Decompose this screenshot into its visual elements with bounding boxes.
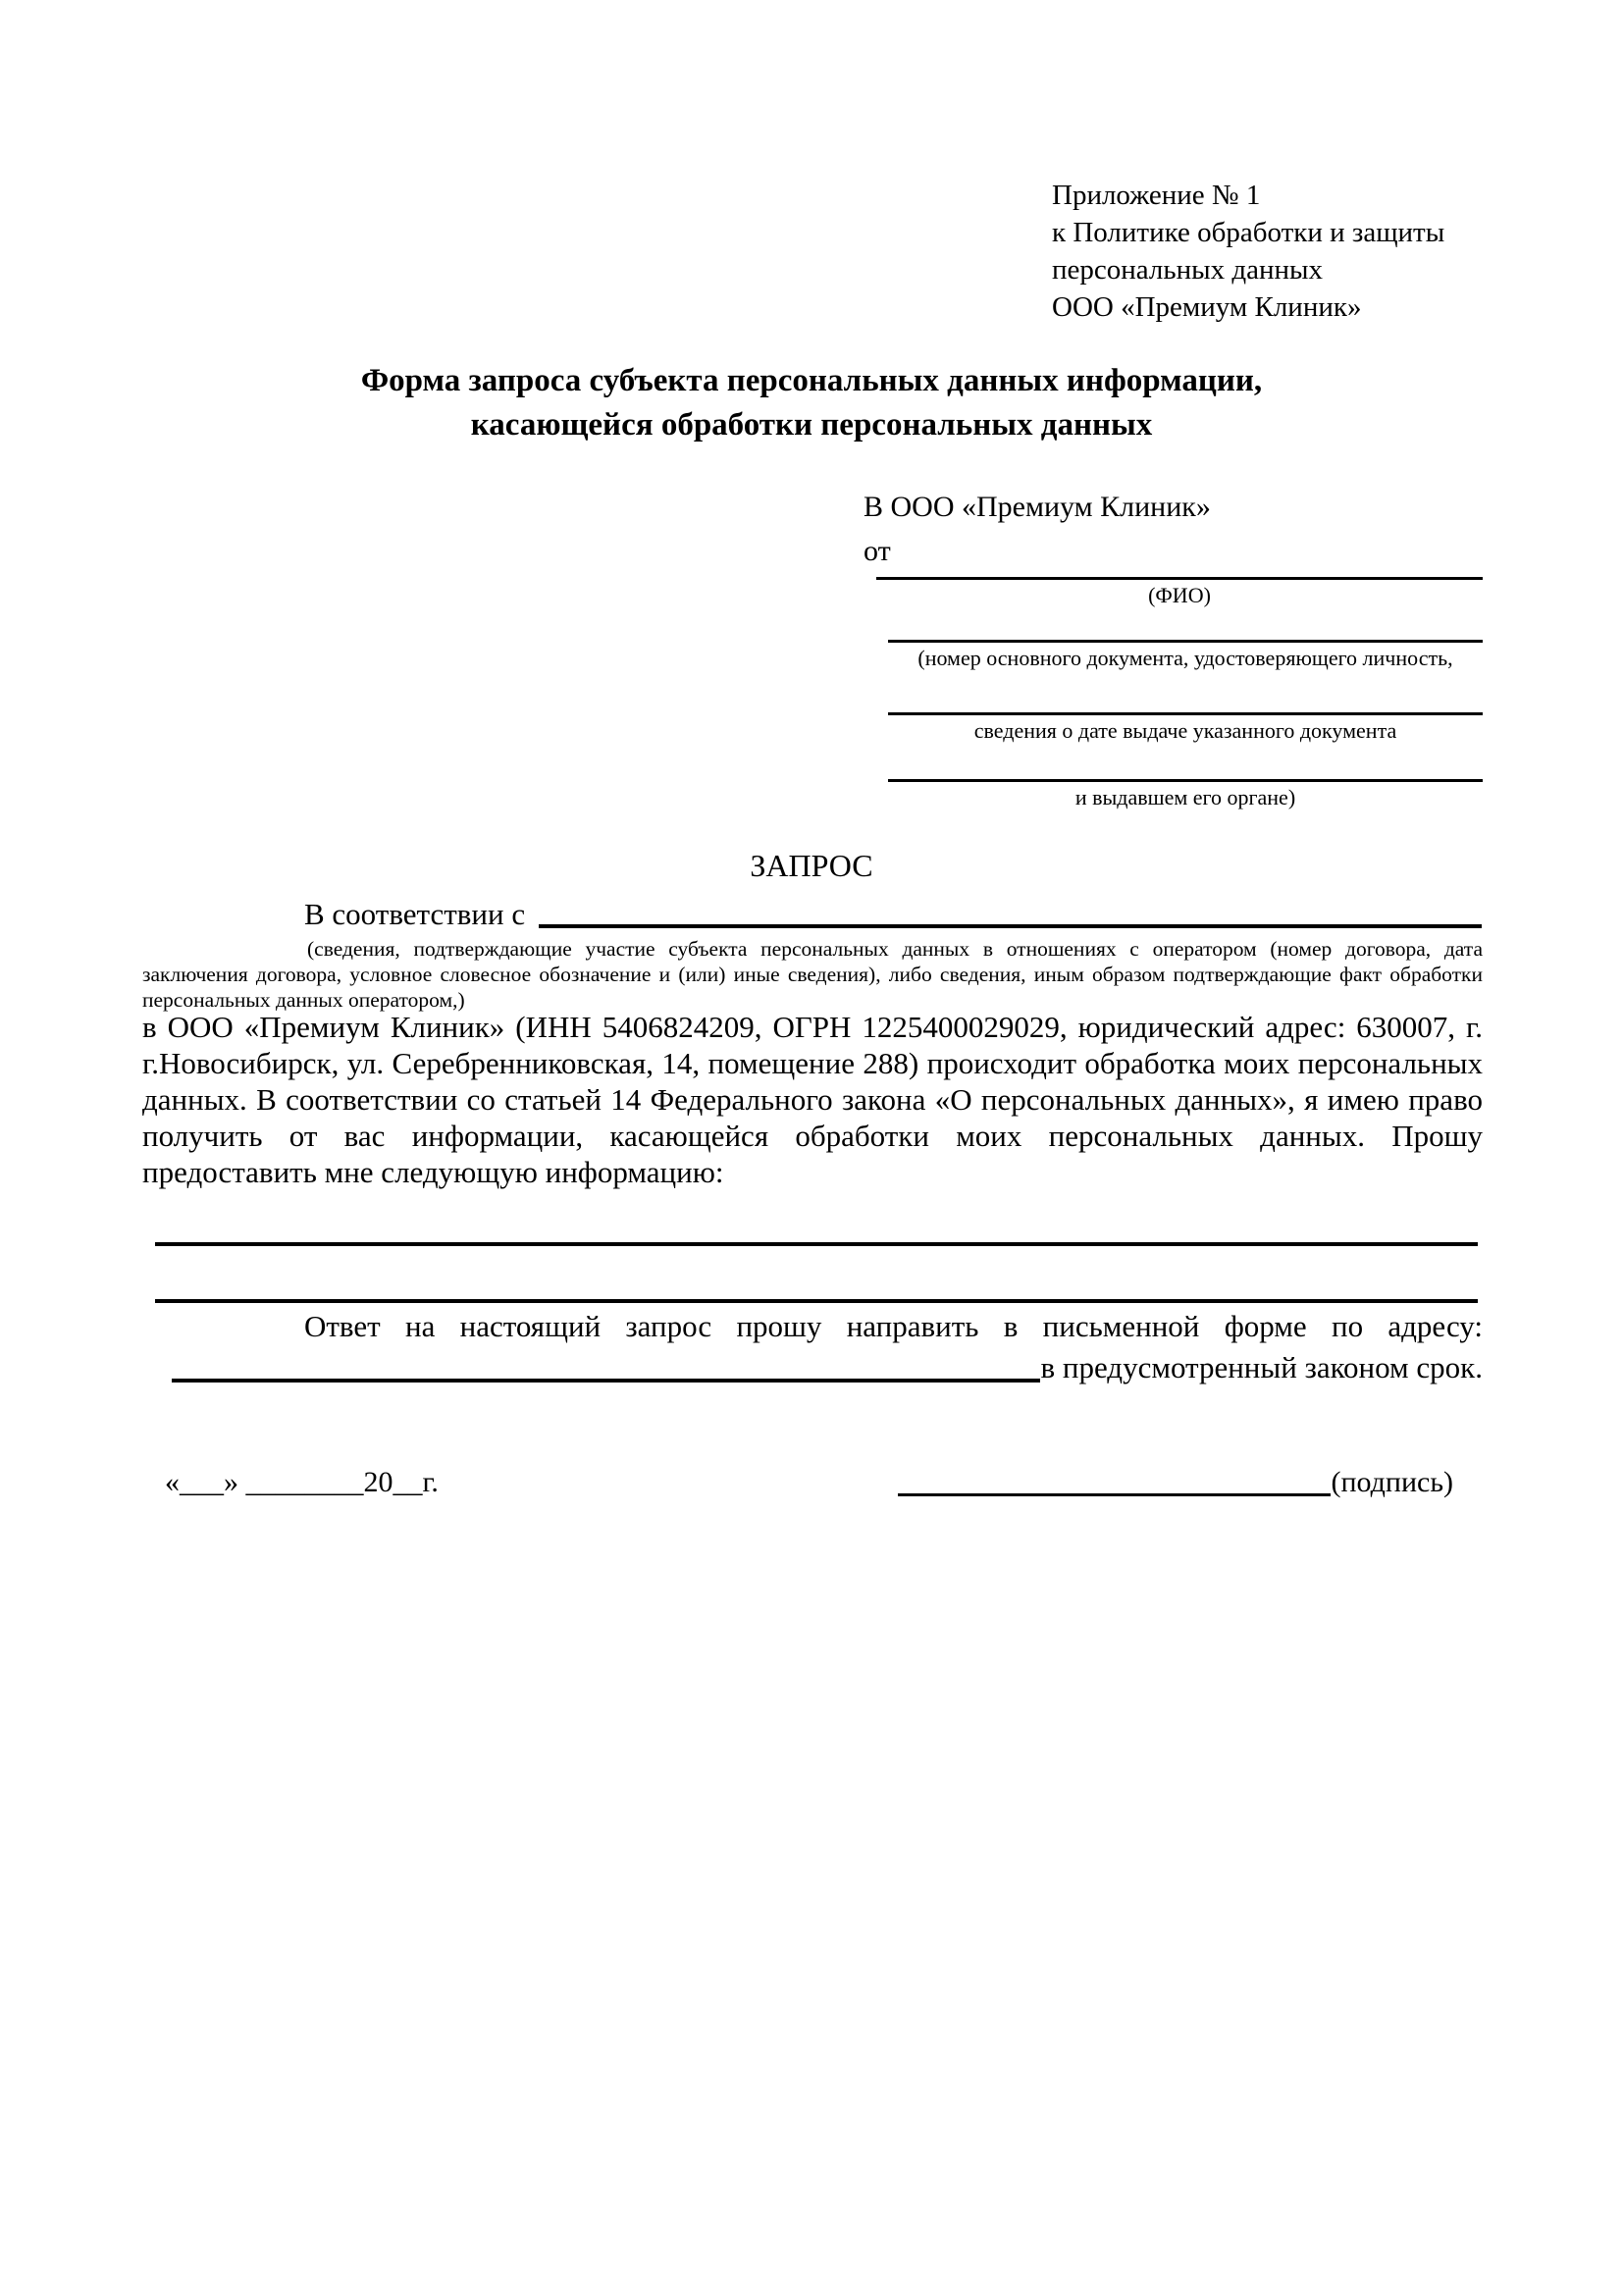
information-fill-line-1: [155, 1242, 1478, 1246]
document-number-field-label: (номер основного документа, удостоверяющего личность,: [917, 646, 1453, 670]
addressee-to: В ООО «Премиум Клиник»: [864, 491, 1211, 523]
fio-field-label: (ФИО): [1148, 583, 1211, 607]
accordance-prefix: В соответствии с: [304, 897, 526, 931]
request-body-paragraph: в ООО «Премиум Клиник» (ИНН 5406824209, ОГРН 1225400029029, юридический адрес: 630007, г. г.Новосибирск, ул. Серебренниковская, 14, помещение 288) происходит обработка моих персональных данных. В соответствии со статьей 14 Федерального закона «О персональных данных», я имею право получить от вас информации, касающейся обработки моих персональных данных. Прошу предоставить мне следующую информацию:: [142, 1010, 1483, 1189]
request-heading: ЗАПРОС: [750, 848, 873, 883]
document-title-line-1: Форма запроса субъекта персональных данных информации,: [360, 363, 1263, 398]
issuing-authority-fill-field: [888, 779, 1483, 810]
issue-date-field-label: сведения о дате выдаче указанного документа: [973, 718, 1397, 743]
response-suffix: в предусмотренный законом срок.: [1040, 1350, 1483, 1384]
accordance-fill-line: [539, 924, 1482, 928]
appendix-line-3: персональных данных: [1052, 254, 1324, 286]
fio-fill-field: [876, 577, 1483, 608]
date-template: «___» ________20__г.: [165, 1466, 439, 1498]
information-fill-line-2: [155, 1299, 1478, 1303]
response-address-line: [142, 1348, 1483, 1387]
issue-date-fill-field: [888, 712, 1483, 744]
appendix-line-2: к Политике обработки и защиты: [1052, 217, 1445, 248]
address-fill-line: [172, 1379, 1040, 1383]
appendix-line-1: Приложение № 1: [1052, 180, 1261, 211]
accordance-line: [304, 895, 1482, 934]
signature-fill-line: [898, 1493, 1331, 1496]
appendix-line-4: ООО «Премиум Клиник»: [1052, 291, 1362, 323]
document-title: [0, 359, 1623, 447]
fine-print-note: (сведения, подтверждающие участие субъекта персональных данных в отношениях с оператором (номер договора, дата заключения договора, условное словесное обозначение и (или) иные сведения), либо сведения, иным образом подтверждающие факт обработки персональных данных оператором,): [142, 937, 1483, 1012]
issuing-authority-field-label: и выдавшем его органе): [1074, 785, 1296, 809]
response-request-text: Ответ на настоящий запрос прошу направить в письменной форме по адресу:: [304, 1309, 1483, 1343]
addressee-block: [864, 485, 1211, 573]
document-number-fill-field: [888, 640, 1483, 671]
appendix-block: [1052, 177, 1444, 326]
addressee-from-label: от: [864, 535, 891, 567]
signature-label: (подпись): [1331, 1466, 1453, 1498]
document-title-line-2: касающейся обработки персональных данных: [470, 407, 1153, 443]
signature-area: [898, 1464, 1453, 1501]
